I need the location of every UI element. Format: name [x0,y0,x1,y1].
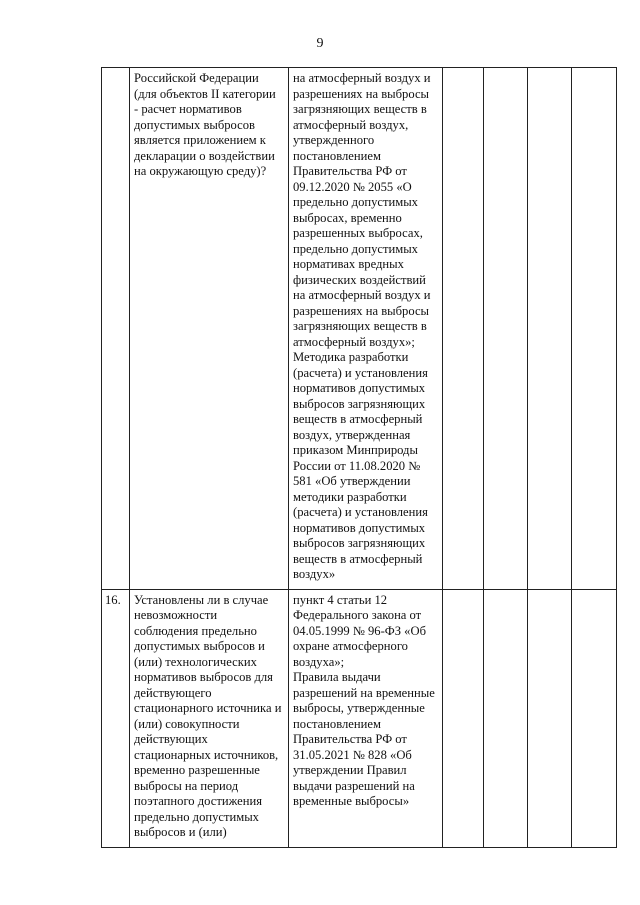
question-cell: Установлены ли в случае невозможности соблюдения предельно допустимых выбросов и (или) технологических нормативов выбросов для действующего стационарного источника и (или) совокупности действующих стационарных источников, временно разрешенные выбросы на период поэтапного достижения предельно допустимых выбросов и (или) [130,589,289,847]
reference-cell: на атмосферный воздух и разрешениях на выбросы загрязняющих веществ в атмосферный воздух, утвержденного постановлением Правительства РФ от 09.12.2020 № 2055 «О предельно допустимых выбросах, временно разрешенных выбросах, предельно допустимых нормативах вредных физических воздействий на атмосферный воздух и разрешениях на выбросы загрязняющих веществ в атмосферный воздух»; Методика разработки (расчета) и установления нормативов допустимых выбросов загрязняющих веществ в атмосферный воздух, утвержденная приказом Минприроды России от 11.08.2020 № 581 «Об утверждении методики разработки (расчета) и установления нормативов допустимых выбросов загрязняющих веществ в атмосферный воздух» [289,68,443,590]
row-number [102,68,130,590]
empty-cell [528,68,572,590]
requirements-table [101,67,617,848]
table-row [102,589,617,847]
empty-cell [572,68,617,590]
row-number: 16. [102,589,130,847]
reference-cell: пункт 4 статьи 12 Федерального закона от 04.05.1999 № 96-ФЗ «Об охране атмосферного воздуха»; Правила выдачи разрешений на временные выбросы, утвержденные постановлением Правительства РФ от 31.05.2021 № 828 «Об утверждении Правил выдачи разрешений на временные выбросы» [289,589,443,847]
empty-cell [528,589,572,847]
empty-cell [484,68,528,590]
table-row [102,68,617,590]
page-number: 9 [316,36,324,51]
empty-cell [443,589,484,847]
empty-cell [443,68,484,590]
empty-cell [572,589,617,847]
empty-cell [484,589,528,847]
question-cell: Российской Федерации (для объектов II категории - расчет нормативов допустимых выбросов является приложением к декларации о воздействии на окружающую среду)? [130,68,289,590]
